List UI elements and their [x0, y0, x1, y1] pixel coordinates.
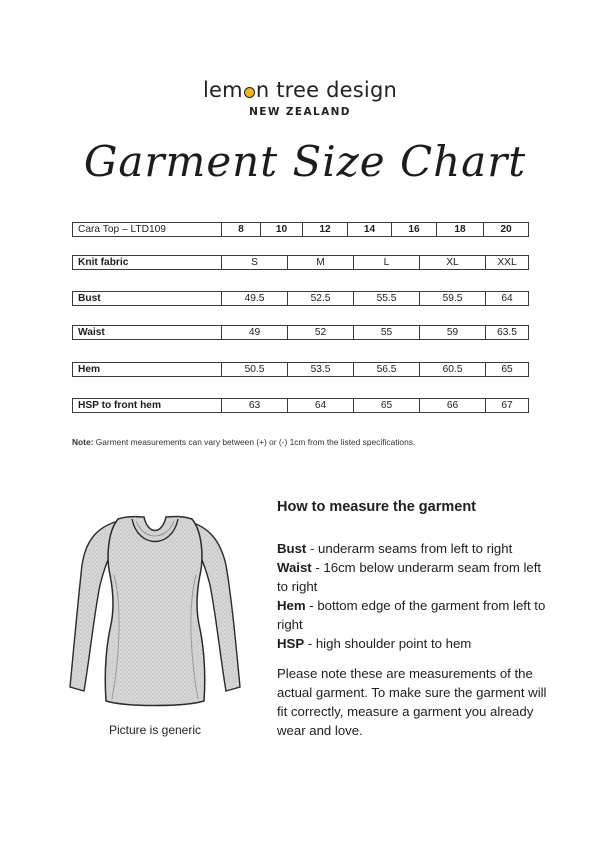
- table-cell: 49: [222, 326, 288, 339]
- table-row: [72, 398, 529, 413]
- table-cell: 59: [420, 326, 486, 339]
- note-label: Note:: [72, 437, 94, 447]
- table-row: [72, 255, 529, 270]
- row-label: Hem: [73, 363, 222, 376]
- term-hsp: [277, 634, 547, 653]
- size-20: 20: [500, 224, 512, 235]
- table-cell: 65: [501, 364, 513, 375]
- term-desc: - 16cm below underarm seam from left to right: [277, 560, 542, 594]
- table-cell: 55: [354, 326, 420, 339]
- table-cell: 64: [501, 293, 513, 304]
- term-bust: [277, 539, 547, 558]
- table-cell: 50.5: [222, 363, 288, 376]
- size-8: 8: [222, 223, 261, 236]
- table-cell: 64: [288, 399, 354, 412]
- table-cell: 59.5: [420, 292, 486, 305]
- table-cell: 56.5: [354, 363, 420, 376]
- table-row: [72, 362, 529, 377]
- section-heading: How to measure the garment: [277, 499, 477, 515]
- term-hem: [277, 596, 547, 634]
- table-cell: 49.5: [222, 292, 288, 305]
- table-cell: L: [354, 256, 420, 269]
- term-waist: [277, 558, 547, 596]
- size-10: 10: [261, 223, 303, 236]
- size-18: 18: [437, 223, 484, 236]
- brand-name: [203, 78, 397, 102]
- term-label: Bust: [277, 541, 307, 556]
- brand-name-end: n tree design: [255, 78, 397, 102]
- term-label: Waist: [277, 560, 312, 575]
- size-14: 14: [348, 223, 392, 236]
- term-label: Hem: [277, 598, 306, 613]
- table-row: [72, 291, 529, 306]
- size-chart-table: [72, 222, 529, 413]
- row-label: HSP to front hem: [73, 399, 222, 412]
- how-to-measure-section: [277, 498, 547, 740]
- size-12: 12: [303, 223, 348, 236]
- brand-subtitle: NEW ZEALAND: [249, 106, 351, 118]
- table-cell: 63: [222, 399, 288, 412]
- size-16: 16: [392, 223, 437, 236]
- table-cell: XXL: [497, 257, 517, 268]
- table-cell: 52.5: [288, 292, 354, 305]
- table-cell: 60.5: [420, 363, 486, 376]
- measurement-terms: [277, 539, 547, 653]
- table-cell: 53.5: [288, 363, 354, 376]
- table-cell: 65: [354, 399, 420, 412]
- page-title-text: Garment Size Chart: [83, 137, 527, 186]
- row-label: Bust: [73, 292, 222, 305]
- term-desc: - bottom edge of the garment from left to right: [277, 598, 546, 632]
- long-sleeve-top-illustration: [60, 505, 250, 710]
- row-label: Knit fabric: [73, 256, 222, 269]
- table-cell: S: [222, 256, 288, 269]
- table-cell: 63.5: [497, 327, 517, 338]
- term-desc: - underarm seams from left to right: [306, 541, 513, 556]
- table-cell: M: [288, 256, 354, 269]
- brand-logo: [0, 78, 600, 118]
- table-cell: XL: [420, 256, 486, 269]
- brand-name-start: lem: [203, 78, 243, 102]
- term-label: HSP: [277, 636, 305, 651]
- table-cell: 55.5: [354, 292, 420, 305]
- table-cell: 67: [501, 400, 513, 411]
- note-text: Garment measurements can vary between (+) or (-) 1cm from the listed specifications.: [93, 437, 416, 447]
- table-cell: 52: [288, 326, 354, 339]
- table-row: [72, 325, 529, 340]
- measurement-advice: Please note these are measurements of the actual garment. To make sure the garment will fit correctly, measure a garment you already wear and love.: [277, 666, 547, 738]
- lemon-dot-icon: [244, 87, 255, 98]
- table-header-row: [72, 222, 529, 237]
- page-title: [83, 126, 527, 198]
- product-label: Cara Top – LTD109: [73, 223, 222, 236]
- table-cell: 66: [420, 399, 486, 412]
- term-desc: - high shoulder point to hem: [304, 636, 472, 651]
- image-caption: Picture is generic: [108, 723, 202, 737]
- row-label: Waist: [73, 326, 222, 339]
- measurement-note: [72, 437, 415, 447]
